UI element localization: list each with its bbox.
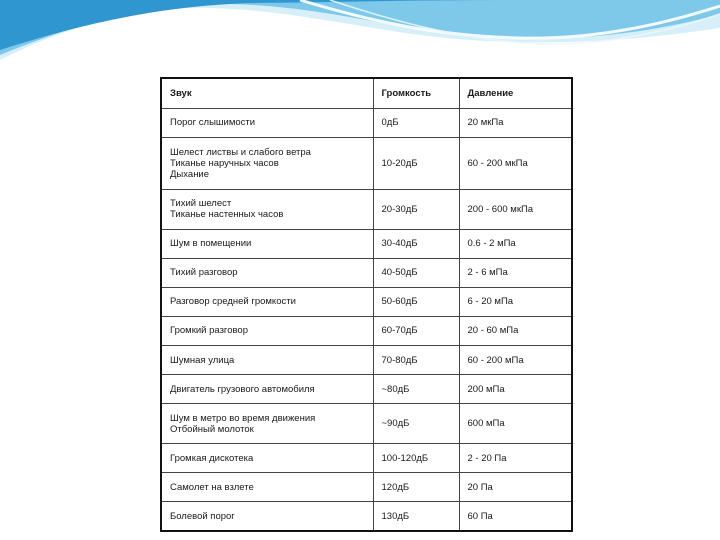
sound-pressure-table xyxy=(160,77,573,532)
table-row xyxy=(161,375,572,404)
sound-table-container xyxy=(160,77,571,532)
cell-loudness: 70-80дБ xyxy=(373,346,459,375)
header-sound: Звук xyxy=(161,78,373,108)
table-row xyxy=(161,502,572,531)
cell-pressure: 0.6 - 2 мПа xyxy=(459,229,572,258)
table-row xyxy=(161,258,572,287)
cell-pressure: 20 мкПа xyxy=(459,108,572,137)
table-row xyxy=(161,189,572,229)
cell-pressure: 600 мПа xyxy=(459,404,572,444)
table-body xyxy=(161,108,572,531)
cell-loudness: 0дБ xyxy=(373,108,459,137)
cell-pressure: 20 Па xyxy=(459,473,572,502)
cell-loudness: 100-120дБ xyxy=(373,444,459,473)
cell-pressure: 60 - 200 мПа xyxy=(459,346,572,375)
cell-sound: Шум в метро во время движения Отбойный молоток xyxy=(161,404,373,444)
table-row xyxy=(161,316,572,345)
table-row xyxy=(161,137,572,189)
cell-sound: Шум в помещении xyxy=(161,229,373,258)
cell-loudness: 60-70дБ xyxy=(373,316,459,345)
table-row xyxy=(161,444,572,473)
table-row xyxy=(161,287,572,316)
cell-pressure: 6 - 20 мПа xyxy=(459,287,572,316)
cell-sound: Громкий разговор xyxy=(161,316,373,345)
cell-sound: Тихий шелест Тиканье настенных часов xyxy=(161,189,373,229)
table-row xyxy=(161,108,572,137)
table-header-row xyxy=(161,78,572,108)
cell-pressure: 20 - 60 мПа xyxy=(459,316,572,345)
cell-pressure: 200 - 600 мкПа xyxy=(459,189,572,229)
cell-pressure: 200 мПа xyxy=(459,375,572,404)
cell-sound: Болевой порог xyxy=(161,502,373,531)
cell-sound: Тихий разговор xyxy=(161,258,373,287)
cell-sound: Порог слышимости xyxy=(161,108,373,137)
cell-pressure: 2 - 6 мПа xyxy=(459,258,572,287)
cell-sound: Шелест листвы и слабого ветра Тиканье наручных часов Дыхание xyxy=(161,137,373,189)
table-row xyxy=(161,404,572,444)
cell-loudness: 40-50дБ xyxy=(373,258,459,287)
cell-loudness: ~90дБ xyxy=(373,404,459,444)
cell-loudness: 50-60дБ xyxy=(373,287,459,316)
table-row xyxy=(161,473,572,502)
cell-loudness: 30-40дБ xyxy=(373,229,459,258)
cell-sound: Шумная улица xyxy=(161,346,373,375)
cell-pressure: 60 Па xyxy=(459,502,572,531)
cell-loudness: 20-30дБ xyxy=(373,189,459,229)
table-row xyxy=(161,229,572,258)
cell-sound: Двигатель грузового автомобиля xyxy=(161,375,373,404)
cell-pressure: 60 - 200 мкПа xyxy=(459,137,572,189)
cell-sound: Самолет на взлете xyxy=(161,473,373,502)
cell-pressure: 2 - 20 Па xyxy=(459,444,572,473)
header-loudness: Громкость xyxy=(373,78,459,108)
table-row xyxy=(161,346,572,375)
cell-loudness: 120дБ xyxy=(373,473,459,502)
cell-sound: Разговор средней громкости xyxy=(161,287,373,316)
cell-sound: Громкая дискотека xyxy=(161,444,373,473)
cell-loudness: 10-20дБ xyxy=(373,137,459,189)
cell-loudness: ~80дБ xyxy=(373,375,459,404)
cell-loudness: 130дБ xyxy=(373,502,459,531)
header-pressure: Давление xyxy=(459,78,572,108)
